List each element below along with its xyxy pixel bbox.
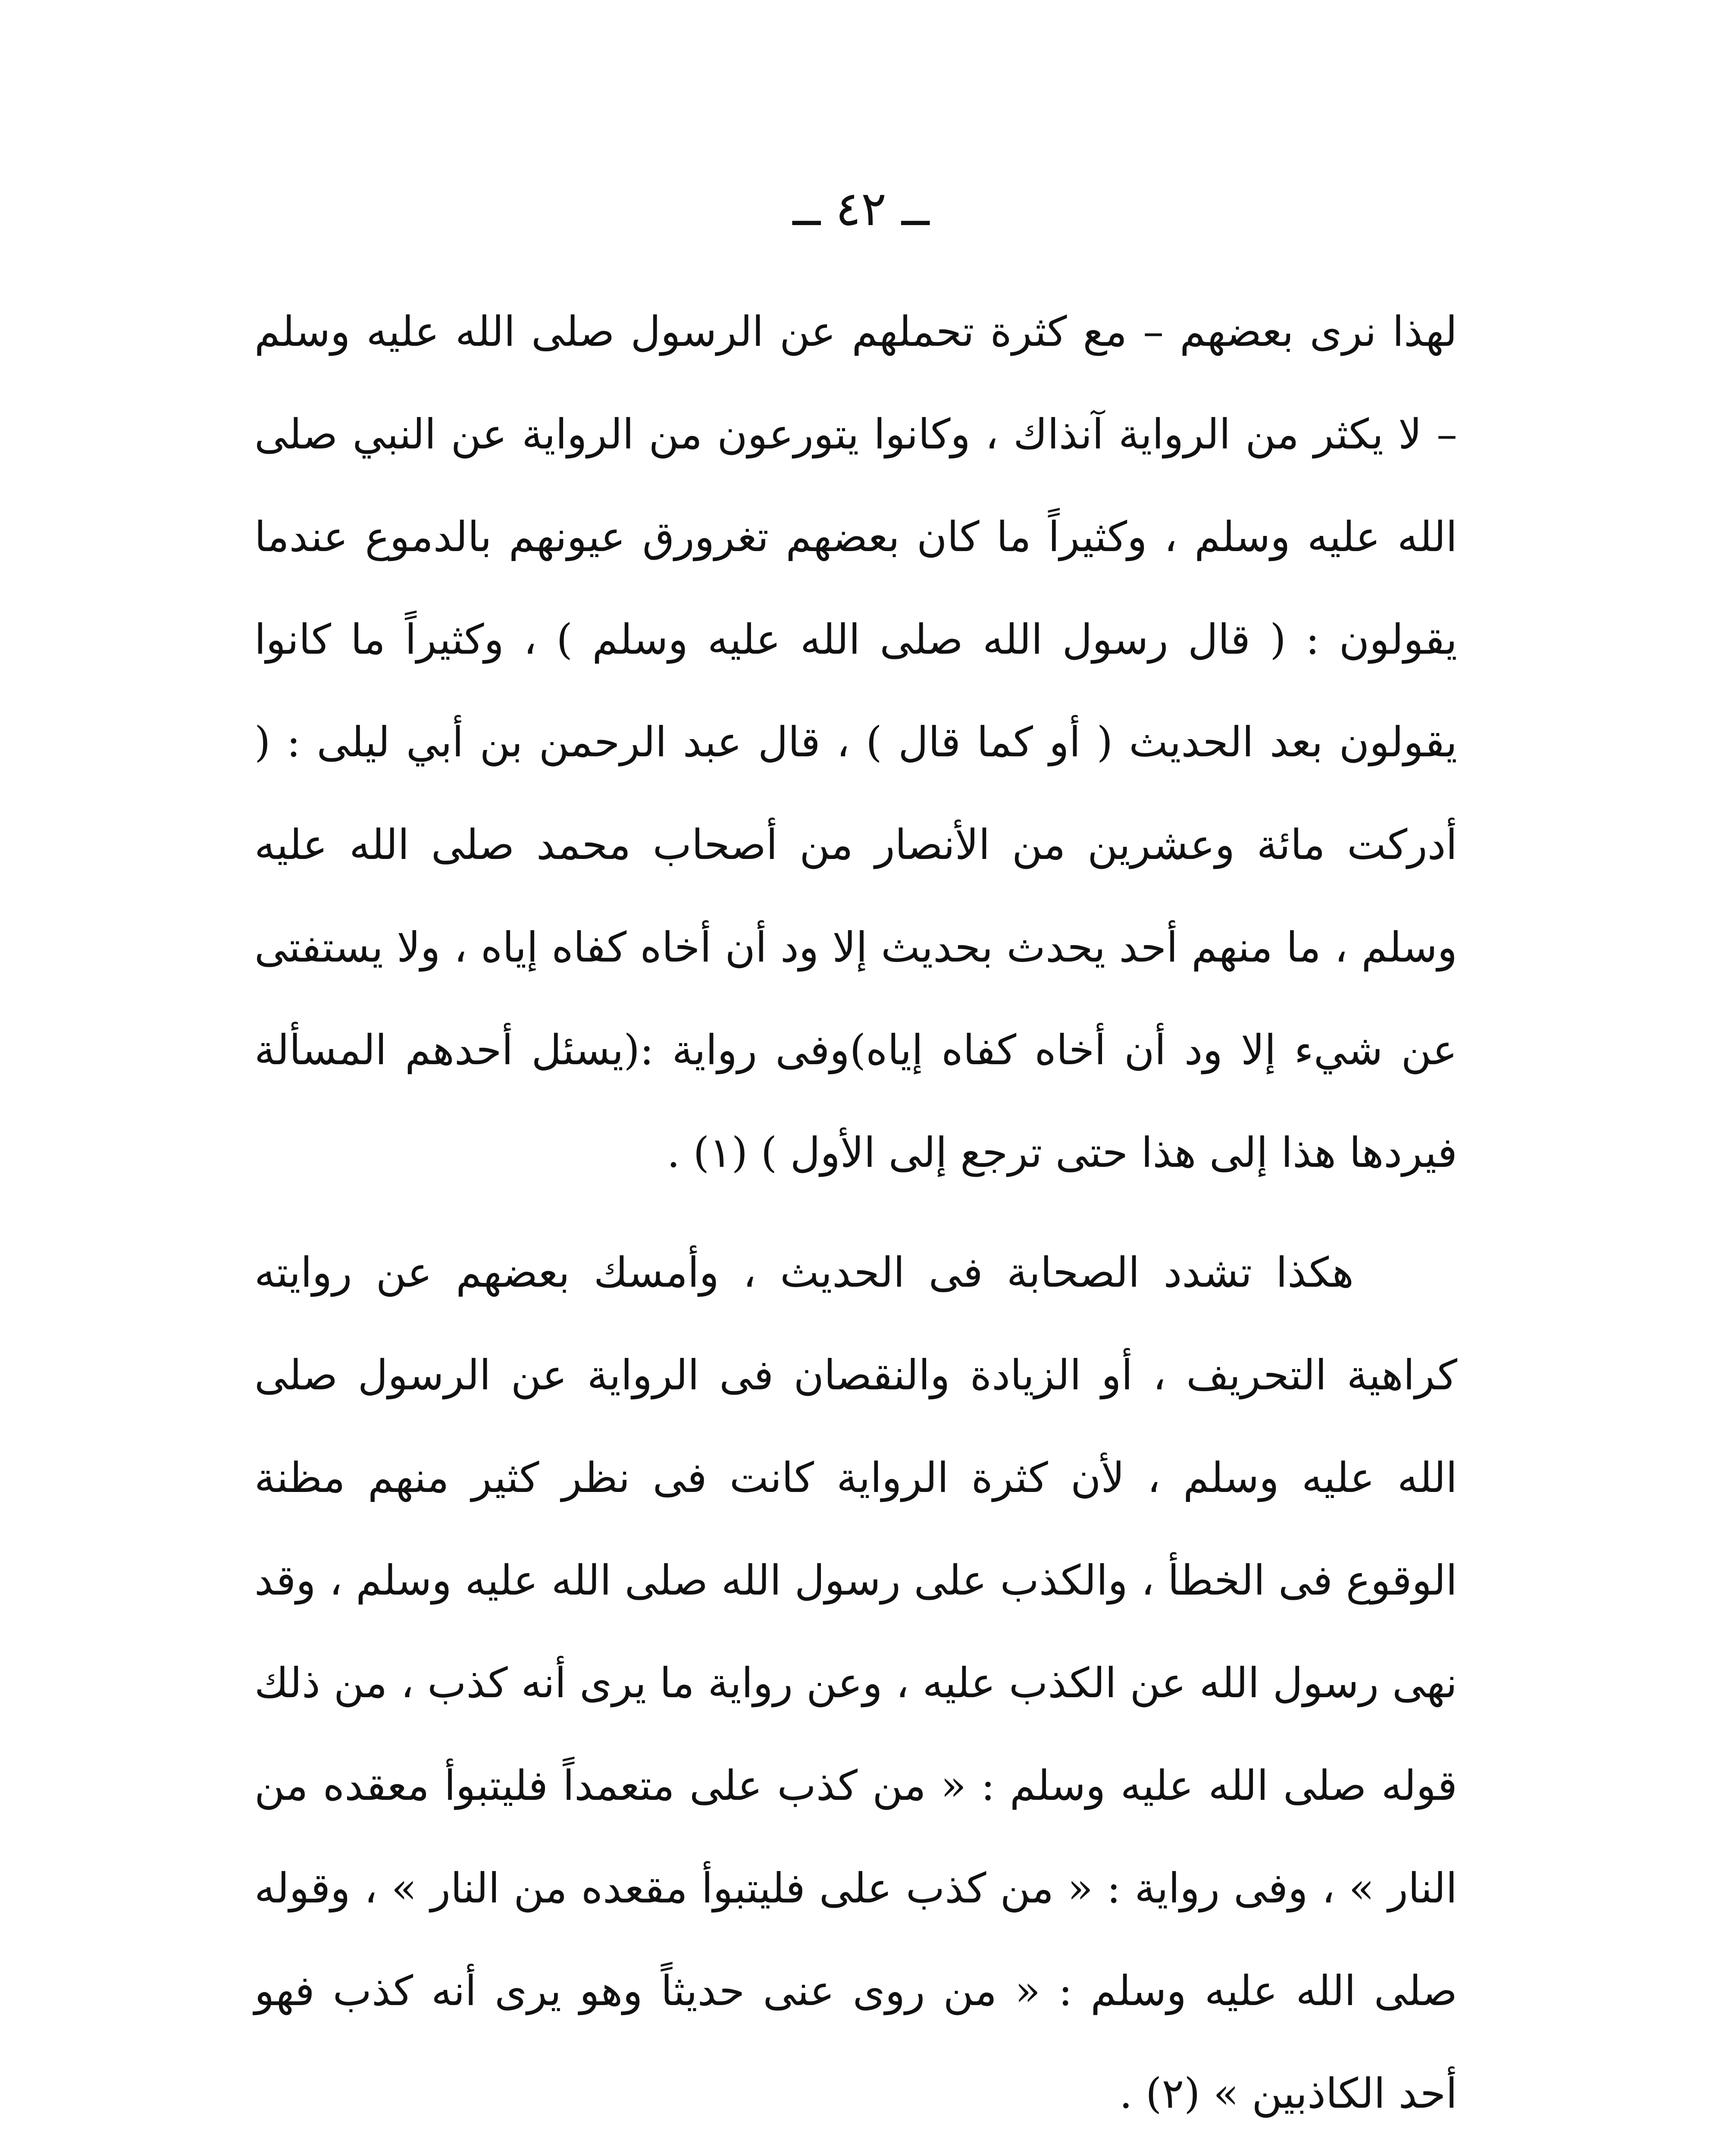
paragraph-2: هكذا تشدد الصحابة فى الحديث ، وأمسك بعضهم عن روايته كراهية التحريف ، أو الزيادة والنقصان فى الرواية عن الرسول صلى الله عليه وسلم ، لأن كثرة الرواية كانت فى نظر كثير منهم مظنة الوقوع فى الخطأ ، والكذب على رسول الله صلى الله عليه وسلم ، وقد نهى رسول الله عن الكذب عليه ، وعن رواية ما يرى أنه كذب ، من ذلك قوله صلى الله عليه وسلم : « من كذب على متعمداً فليتبوأ معقده من النار » ، وفى رواية : « من كذب على فليتبوأ مقعده من النار » ، وقوله صلى الله عليه وسلم : « من روى عنى حديثاً وهو يرى أنه كذب فهو أحد الكاذبين » (٢) .: [254, 1248, 1458, 2118]
body-text: [254, 280, 1457, 2156]
page-number: ــ ٤٢ ــ: [792, 181, 930, 236]
paragraph-1: لهذا نرى بعضهم – مع كثرة تحملهم عن الرسول صلى الله عليه وسلم – لا يكثر من الرواية آنذاك ، وكانوا يتورعون من الرواية عن النبي صلى الله عليه وسلم ، وكثيراً ما كان بعضهم تغرورق عيونهم بالدموع عندما يقولون : ( قال رسول الله صلى الله عليه وسلم ) ، وكثيراً ما كانوا يقولون بعد الحديث ( أو كما قال ) ، قال عبد الرحمن بن أبي ليلى : ( أدركت مائة وعشرين من الأنصار من أصحاب محمد صلى الله عليه وسلم ، ما منهم أحد يحدث بحديث إلا ود أن أخاه كفاه إياه ، ولا يستفتى عن شيء إلا ود أن أخاه كفاه إياه)وفى رواية :(يسئل أحدهم المسألة فيردها هذا إلى هذا حتى ترجع إلى الأول ) (١) .: [254, 307, 1458, 1177]
